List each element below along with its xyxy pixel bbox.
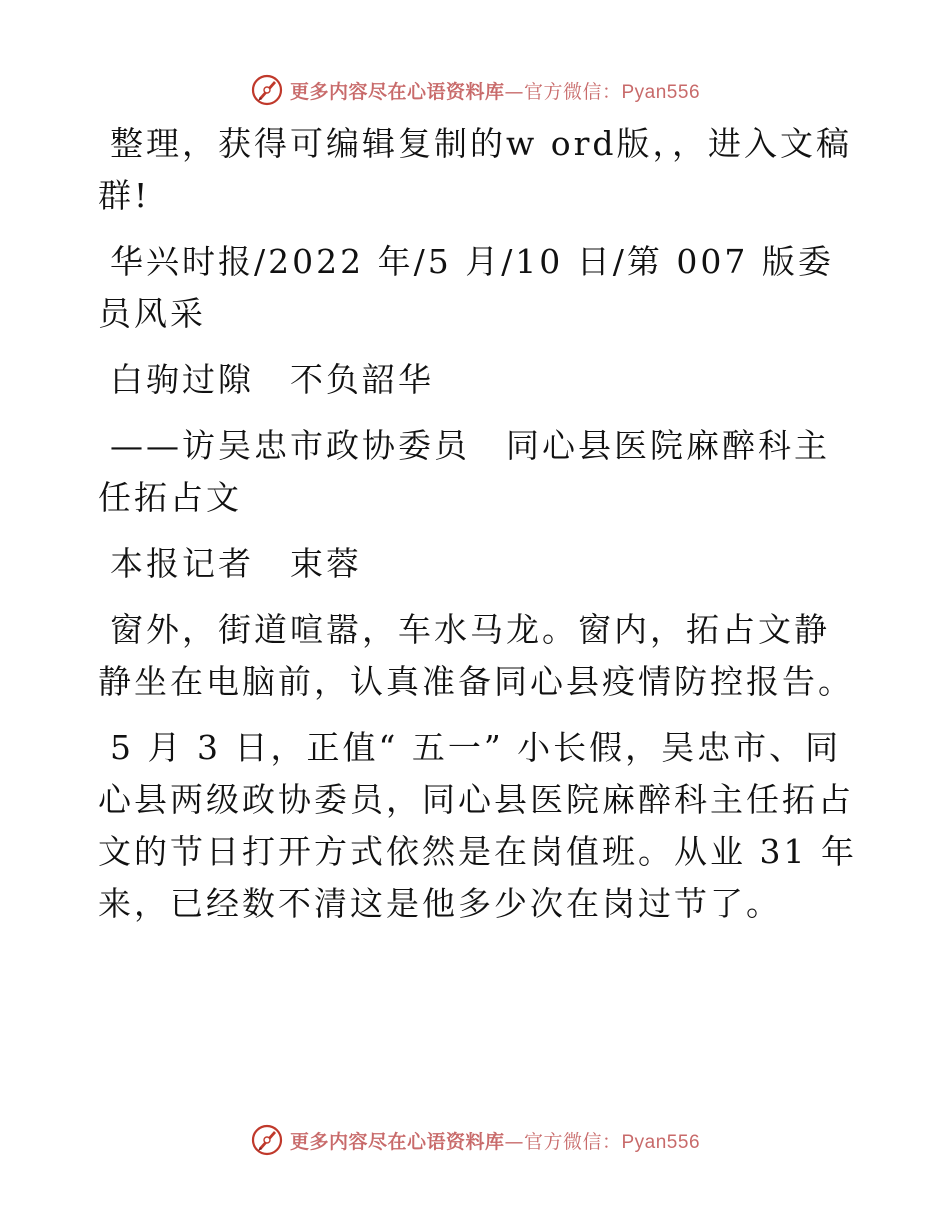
document-body [98, 118, 858, 944]
header-watermark [0, 70, 950, 110]
quill-pen-logo-icon [250, 73, 284, 107]
watermark-wechat-id: Pyan556 [621, 1131, 701, 1153]
watermark-main-text: 更多内容尽在心语资料库 [289, 1130, 505, 1153]
footer-watermark [0, 1120, 950, 1160]
byline: 本报记者 束蓉 [110, 544, 362, 583]
watermark-main-text: 更多内容尽在心语资料库 [289, 80, 505, 103]
watermark-wechat-label: 官方微信： [523, 80, 622, 103]
intro-note: 整理，获得可编辑复制的w ord版，，进入文稿群! [98, 124, 853, 215]
article-title: 白驹过隙 不负韶华 [110, 360, 434, 399]
watermark-wechat-id: Pyan556 [621, 81, 701, 103]
quill-pen-logo-icon [250, 1123, 284, 1157]
watermark-separator: — [504, 80, 524, 103]
body-paragraph: 窗外，街道喧嚣，车水马龙。窗内，拓占文静静坐在电脑前，认真准备同心县疫情防控报告。 [98, 610, 854, 701]
watermark-wechat-label: 官方微信： [523, 1130, 622, 1153]
article-subtitle: ——访吴忠市政协委员 同心县医院麻醉科主任拓占文 [98, 426, 830, 517]
source-line: 华兴时报/2022 年/5 月/10 日/第 007 版委员风采 [98, 242, 834, 333]
body-paragraph: 5 月 3 日，正值“ 五一” 小长假，吴忠市、同心县两级政协委员，同心县医院麻醉科主任拓占文的节日打开方式依然是在岗值班。从业 31 年来，已经数不清这是他多少次在岗过节了。 [98, 728, 857, 923]
watermark-separator: — [504, 1130, 524, 1153]
